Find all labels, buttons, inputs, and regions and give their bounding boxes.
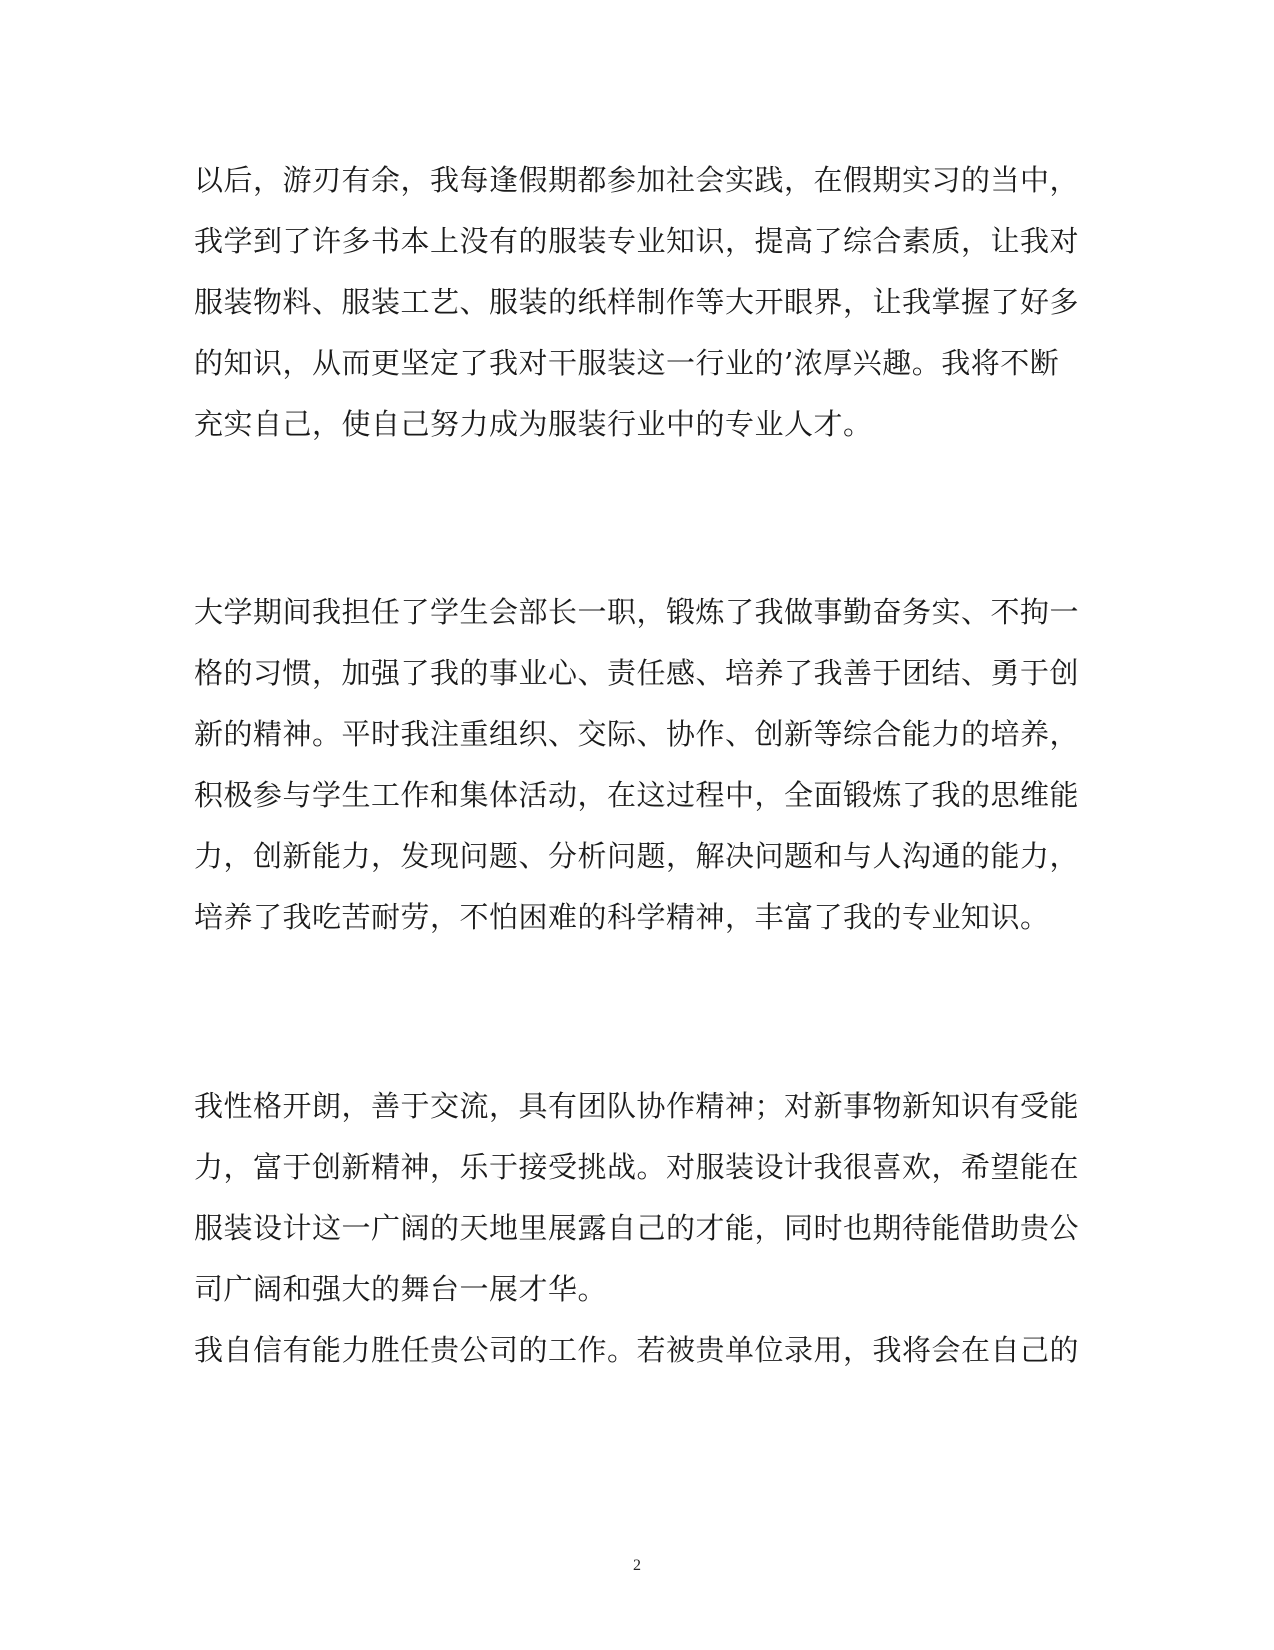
text-line: 服装物料、服装工艺、服装的纸样制作等大开眼界，让我掌握了好多 xyxy=(194,285,1080,319)
text-line: 我性格开朗，善于交流，具有团队协作精神；对新事物新知识有受能 xyxy=(194,1089,1080,1123)
text-line: 力，创新能力，发现问题、分析问题，解决问题和与人沟通的能力， xyxy=(194,839,1080,873)
text-line: 服装设计这一广阔的天地里展露自己的才能，同时也期待能借助贵公 xyxy=(194,1211,1080,1245)
text-line: 以后，游刃有余，我每逢假期都参加社会实践，在假期实习的当中， xyxy=(194,163,1080,197)
text-line: 我自信有能力胜任贵公司的工作。若被贵单位录用，我将会在自己的 xyxy=(194,1333,1080,1367)
text-line: 格的习惯，加强了我的事业心、责任感、培养了我善于团结、勇于创 xyxy=(194,656,1080,690)
text-line: 力，富于创新精神，乐于接受挑战。对服装设计我很喜欢，希望能在 xyxy=(194,1150,1080,1184)
text-line: 新的精神。平时我注重组织、交际、协作、创新等综合能力的培养， xyxy=(194,717,1080,751)
text-line: 大学期间我担任了学生会部长一职，锻炼了我做事勤奋务实、不拘一 xyxy=(194,595,1080,629)
text-line: 司广阔和强大的舞台一展才华。 xyxy=(194,1272,608,1306)
text-line: 的知识，从而更坚定了我对干服装这一行业的’浓厚兴趣。我将不断 xyxy=(194,346,1060,380)
page-number: 2 xyxy=(633,1557,641,1574)
text-line: 我学到了许多书本上没有的服装专业知识，提高了综合素质，让我对 xyxy=(194,224,1080,258)
text-line: 培养了我吃苦耐劳，不怕困难的科学精神，丰富了我的专业知识。 xyxy=(194,900,1050,934)
text-line: 充实自己，使自己努力成为服装行业中的专业人才。 xyxy=(194,407,873,441)
text-line: 积极参与学生工作和集体活动，在这过程中，全面锻炼了我的思维能 xyxy=(194,778,1080,812)
